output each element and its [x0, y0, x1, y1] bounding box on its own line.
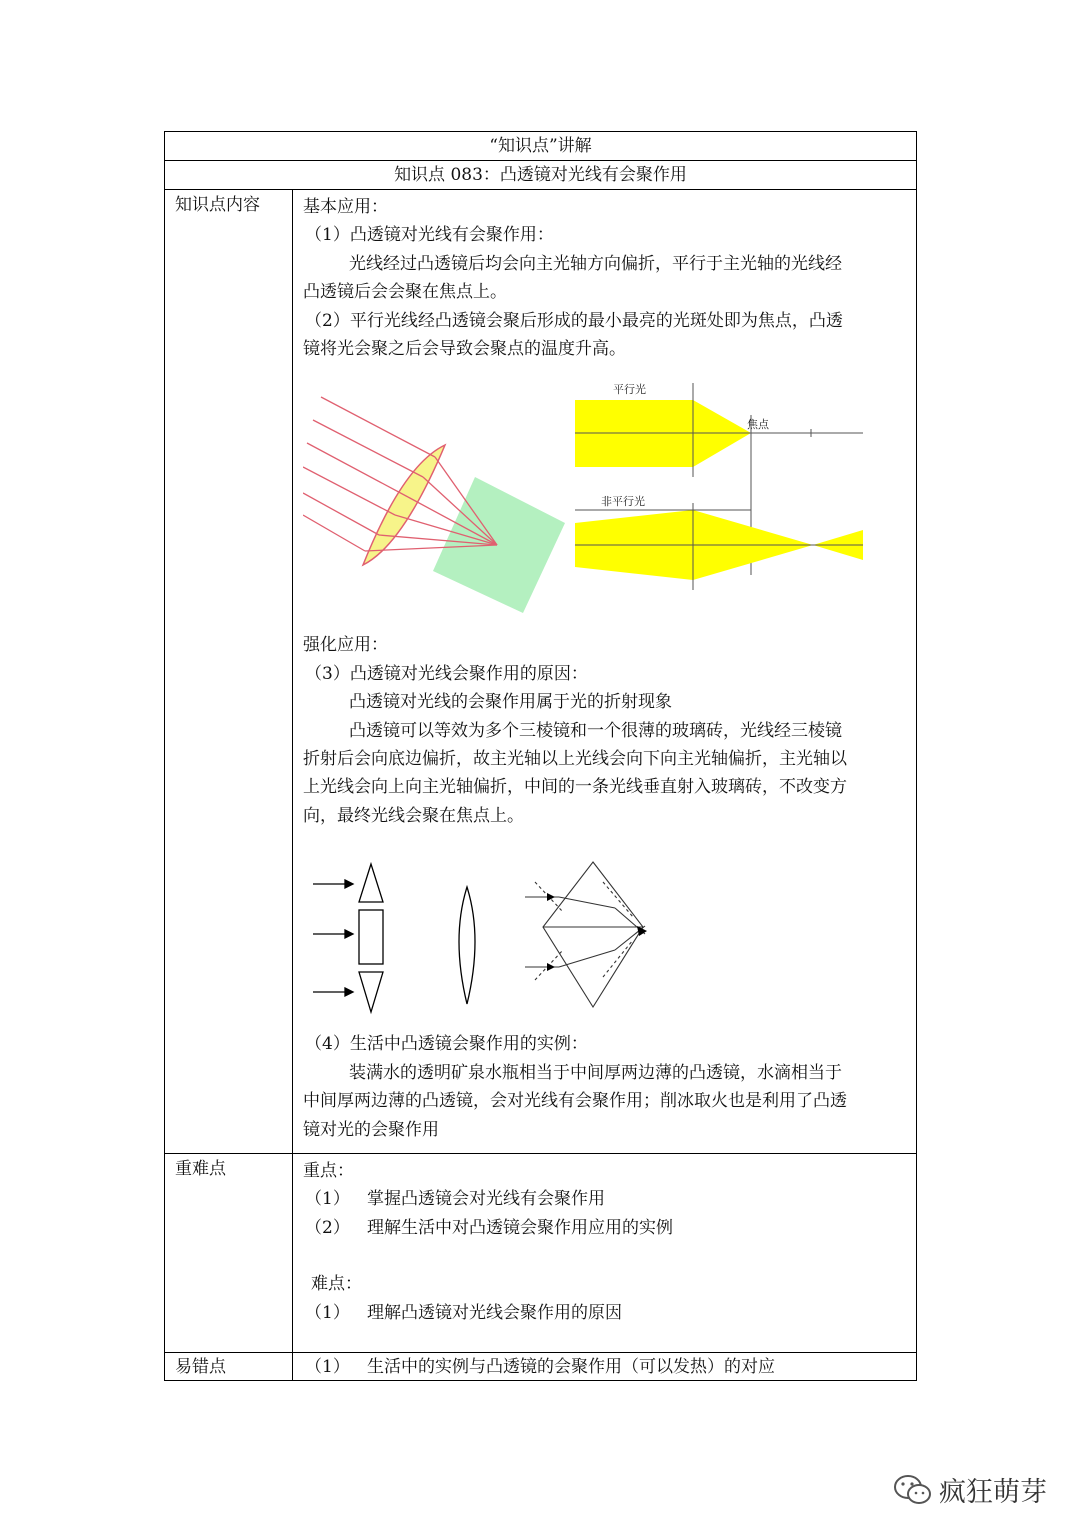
focus-label: 焦点	[747, 418, 769, 432]
key-heading: 重点：	[303, 1161, 354, 1181]
difficulty-label: 重难点	[165, 1154, 293, 1352]
errors-row	[164, 1352, 917, 1381]
item1-title: （1）凸透镜对光线有会聚作用：	[305, 225, 554, 246]
prism-stack	[359, 864, 383, 1012]
basic-heading: 基本应用：	[303, 197, 388, 217]
item4-line1: 装满水的透明矿泉水瓶相当于中间厚两边薄的凸透镜，水滴相当于	[349, 1062, 842, 1083]
item4-title: （4）生活中凸透镜会聚作用的实例：	[305, 1034, 588, 1055]
key-item: （2） 理解生活中对凸透镜会聚作用应用的实例	[305, 1217, 673, 1238]
table-title: “知识点”讲解	[164, 131, 917, 160]
content-label: 知识点内容	[165, 190, 293, 1153]
parallel-light-label: 平行光	[613, 383, 646, 397]
key-item: （1） 掌握凸透镜会对光线有会聚作用	[305, 1189, 605, 1210]
knowledge-table	[164, 131, 917, 1381]
prism-refraction-diagram	[525, 862, 645, 1007]
screen-shape	[433, 477, 565, 613]
item4-line3: 镜对光的会聚作用	[303, 1119, 439, 1140]
item1-line2: 凸透镜后会会聚在焦点上。	[303, 282, 507, 303]
hard-item: （1） 理解凸透镜对光线会聚作用的原因	[305, 1302, 622, 1323]
strengthen-heading: 强化应用：	[303, 635, 388, 656]
item3-line4: 上光线会向上向主光轴偏折，中间的一条光线垂直射入玻璃砖，不改变方	[303, 777, 847, 798]
incident-arrows	[313, 880, 353, 996]
nonparallel-light-label: 非平行光	[601, 495, 645, 509]
errors-cell	[293, 1353, 916, 1380]
wechat-icon	[893, 1474, 933, 1506]
item3-line1: 凸透镜对光线的会聚作用属于光的折射现象	[349, 692, 672, 713]
nonparallel-light-diagram	[575, 494, 863, 590]
item1-line1: 光线经过凸透镜后均会向主光轴方向偏折，平行于主光轴的光线经	[349, 253, 842, 274]
thin-lens-shape	[459, 887, 475, 1004]
item3-line5: 向，最终光线会聚在焦点上。	[303, 805, 524, 826]
watermark	[893, 1470, 1047, 1509]
prism-equivalence-figure	[303, 852, 903, 1024]
item3-line2: 凸透镜可以等效为多个三棱镜和一个很薄的玻璃砖，光线经三棱镜	[349, 720, 842, 741]
hard-heading: 难点：	[311, 1274, 362, 1295]
difficulty-row	[164, 1153, 917, 1352]
item3-title: （3）凸透镜对光线会聚作用的原因：	[305, 663, 588, 684]
item4-line2: 中间厚两边薄的凸透镜，会对光线有会聚作用；削冰取火也是利用了凸透	[303, 1091, 847, 1112]
content-cell	[293, 190, 916, 1153]
watermark-text: 疯狂萌芽	[939, 1477, 1047, 1508]
item2-line2: 镜将光会聚之后会导致会聚点的温度升高。	[303, 339, 626, 360]
item2-line1: （2）平行光线经凸透镜会聚后形成的最小最亮的光斑处即为焦点，凸透	[305, 310, 843, 331]
item3-line3: 折射后会向底边偏折，故主光轴以上光线会向下向主光轴偏折，主光轴以	[303, 749, 847, 770]
convex-lens-focusing-figure	[303, 375, 903, 625]
error-item: （1） 生活中的实例与凸透镜的会聚作用（可以发热）的对应	[305, 1357, 775, 1377]
content-row	[164, 189, 917, 1153]
difficulty-cell	[293, 1154, 916, 1352]
knowledge-point-title: 知识点 083：凸透镜对光线有会聚作用	[164, 160, 917, 189]
errors-label: 易错点	[165, 1353, 293, 1380]
